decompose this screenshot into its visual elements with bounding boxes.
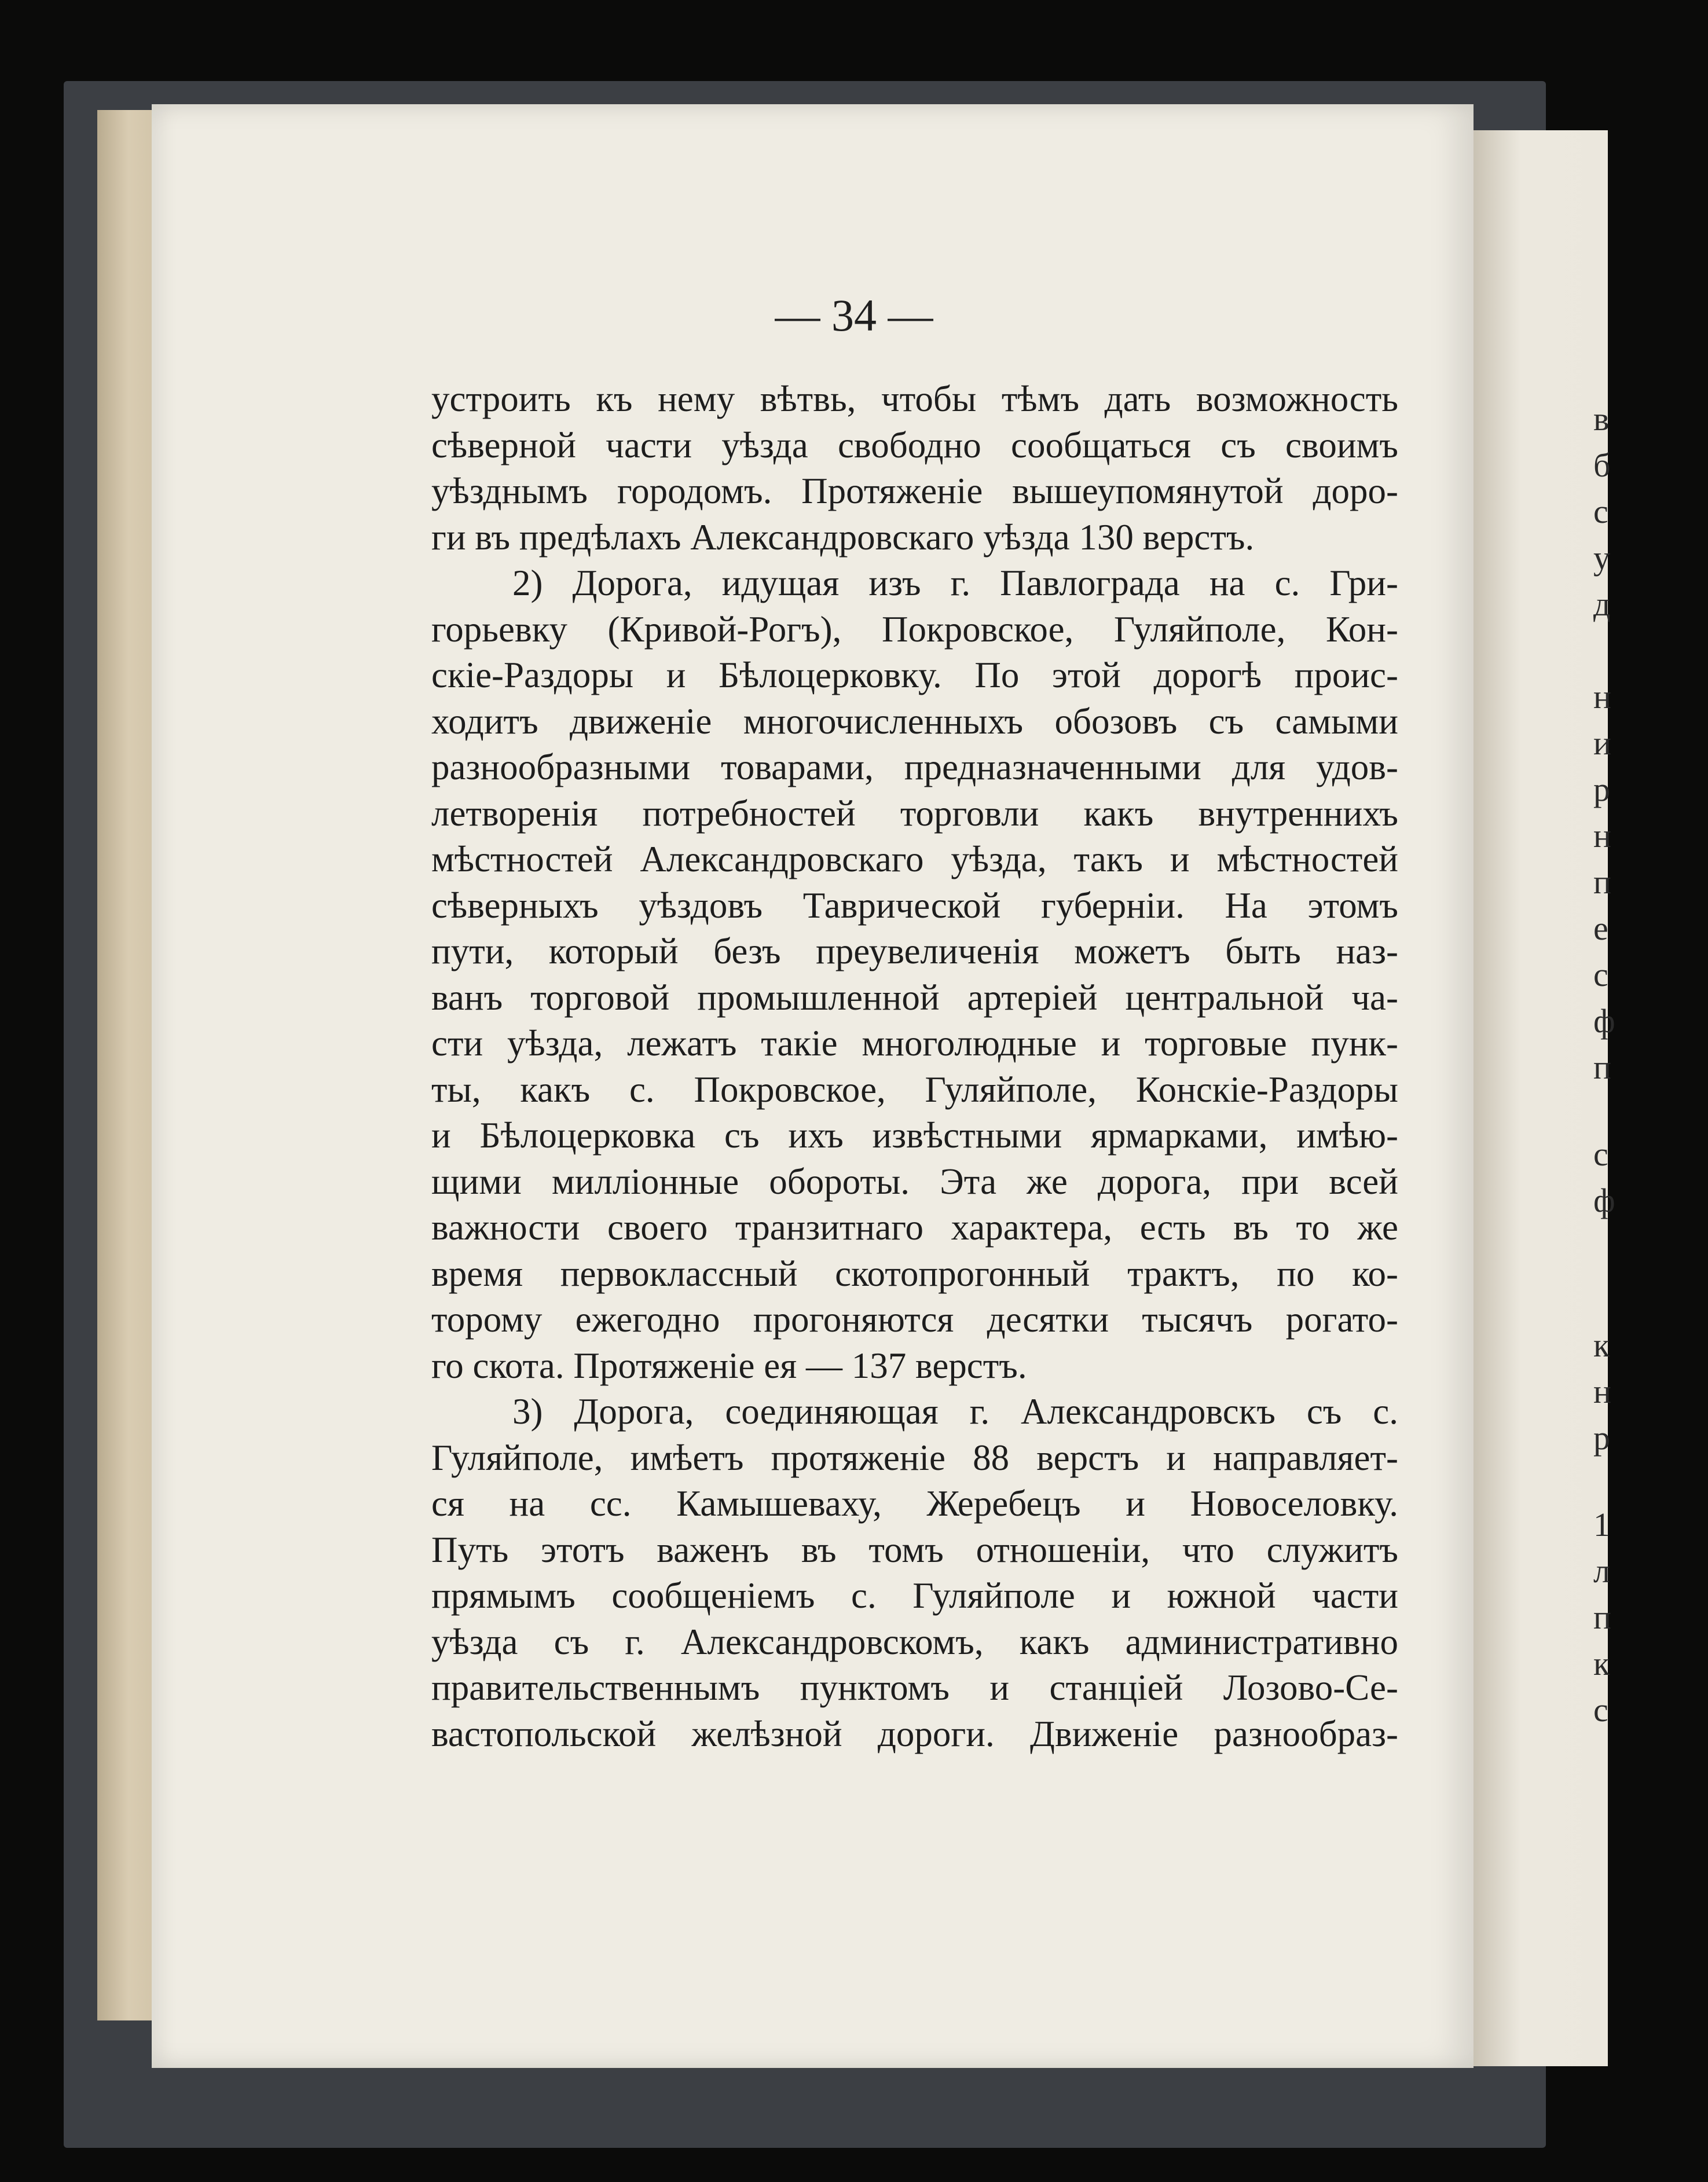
- next-page-fragment: с: [1593, 1135, 1608, 1173]
- text-line: мѣстностей Александровскаго уѣзда, такъ и мѣстностей: [431, 839, 1398, 879]
- next-page-fragment: с: [1593, 956, 1608, 993]
- text-line: ги въ предѣлахъ Александровскаго уѣзда 130 верстъ.: [431, 516, 1255, 558]
- text-line: Гуляйполе, имѣетъ протяженіе 88 верстъ и направляет-: [431, 1437, 1398, 1478]
- text-line: щими милліонные обороты. Эта же дорога, при всей: [431, 1161, 1398, 1202]
- next-page-fragment: 1: [1593, 1506, 1610, 1543]
- next-page-fragment: б: [1593, 446, 1611, 484]
- next-page-fragment: д: [1593, 585, 1611, 623]
- text-line: Путь этотъ важенъ въ томъ отношеніи, что служитъ: [431, 1529, 1398, 1570]
- page-text: [431, 376, 1398, 1757]
- text-line: сѣверныхъ уѣздовъ Таврической губерніи. На этомъ: [431, 885, 1398, 926]
- text-line: разнообразными товарами, предназначенными для удов-: [431, 747, 1398, 787]
- text-line: го скота. Протяженіе ея — 137 верстъ.: [431, 1345, 1027, 1386]
- next-page-fragment: с: [1593, 1691, 1608, 1729]
- next-page-fragment: л: [1593, 1552, 1610, 1590]
- text-line: уѣзда съ г. Александровскомъ, какъ административно: [431, 1621, 1398, 1662]
- text-line: вастопольской желѣзной дороги. Движеніе разнообраз-: [431, 1713, 1398, 1754]
- next-page-fragment: п: [1593, 1598, 1612, 1636]
- text-line: ходитъ движеніе многочисленныхъ обозовъ съ самыми: [431, 701, 1398, 742]
- text-line: пути, который безъ преувеличенія можетъ быть наз-: [431, 931, 1398, 971]
- next-page-fragment: к: [1593, 1645, 1610, 1682]
- text-line: летворенія потребностей торговли какъ внутреннихъ: [431, 793, 1398, 834]
- next-page-fragment: у: [1593, 539, 1610, 577]
- next-page-fragment: н: [1593, 1373, 1612, 1410]
- text-line: правительственнымъ пунктомъ и станціей Лозово-Се-: [431, 1667, 1398, 1708]
- next-page-fragment: н: [1593, 817, 1612, 855]
- text-line: уѣзднымъ городомъ. Протяженіе вышеупомянутой доро-: [431, 471, 1398, 511]
- text-line: ванъ торговой промышленной артеріей центральной ча-: [431, 977, 1398, 1018]
- next-page-fragment: н: [1593, 678, 1612, 716]
- next-page-fragment: р: [1593, 1419, 1610, 1457]
- text-line: важности своего транзитнаго характера, есть въ то же: [431, 1207, 1398, 1248]
- next-page-fragment: в: [1593, 400, 1610, 438]
- text-line: сти уѣзда, лежатъ такіе многолюдные и торговые пунк-: [431, 1023, 1398, 1064]
- next-page-fragment: и: [1593, 724, 1612, 762]
- text-line: 2) Дорога, идущая изъ г. Павлограда на с. Гри-: [512, 563, 1398, 603]
- text-line: скіе-Раздоры и Бѣлоцерковку. По этой дорогѣ проис-: [431, 655, 1398, 695]
- text-line: 3) Дорога, соединяющая г. Александровскъ съ с.: [512, 1391, 1398, 1432]
- text-line: горьевку (Кривой-Рогъ), Покровское, Гуляйполе, Кон-: [431, 608, 1398, 650]
- text-line: ты, какъ с. Покровское, Гуляйполе, Конскіе-Раздоры: [431, 1069, 1398, 1110]
- text-line: ся на сс. Камышеваху, Жеребецъ и Новоселовку.: [431, 1483, 1398, 1524]
- text-line: устроить къ нему вѣтвь, чтобы тѣмъ дать возможность: [431, 379, 1398, 419]
- adjacent-page: [1474, 130, 1608, 2066]
- next-page-fragment: е: [1593, 910, 1608, 947]
- next-page-fragment: п: [1593, 1048, 1612, 1086]
- text-line: время первоклассный скотопрогонный трактъ, по ко-: [431, 1253, 1398, 1294]
- text-line: сѣверной части уѣзда свободно сообщаться съ своимъ: [431, 424, 1398, 465]
- text-line: и Бѣлоцерковка съ ихъ извѣстными ярмарками, имѣю-: [431, 1115, 1398, 1156]
- next-page-fragment: п: [1593, 863, 1612, 901]
- next-page-fragment: ф: [1593, 1002, 1615, 1040]
- text-line: прямымъ сообщеніемъ с. Гуляйполе и южной части: [431, 1575, 1398, 1616]
- page-number: — 34 —: [775, 290, 933, 340]
- next-page-fragment: р: [1593, 771, 1610, 808]
- next-page-fragment: с: [1593, 493, 1608, 530]
- next-page-fragment: ф: [1593, 1182, 1615, 1219]
- next-page-fragment: к: [1593, 1326, 1610, 1364]
- text-line: торому ежегодно прогоняются десятки тысячъ рогато-: [431, 1299, 1398, 1340]
